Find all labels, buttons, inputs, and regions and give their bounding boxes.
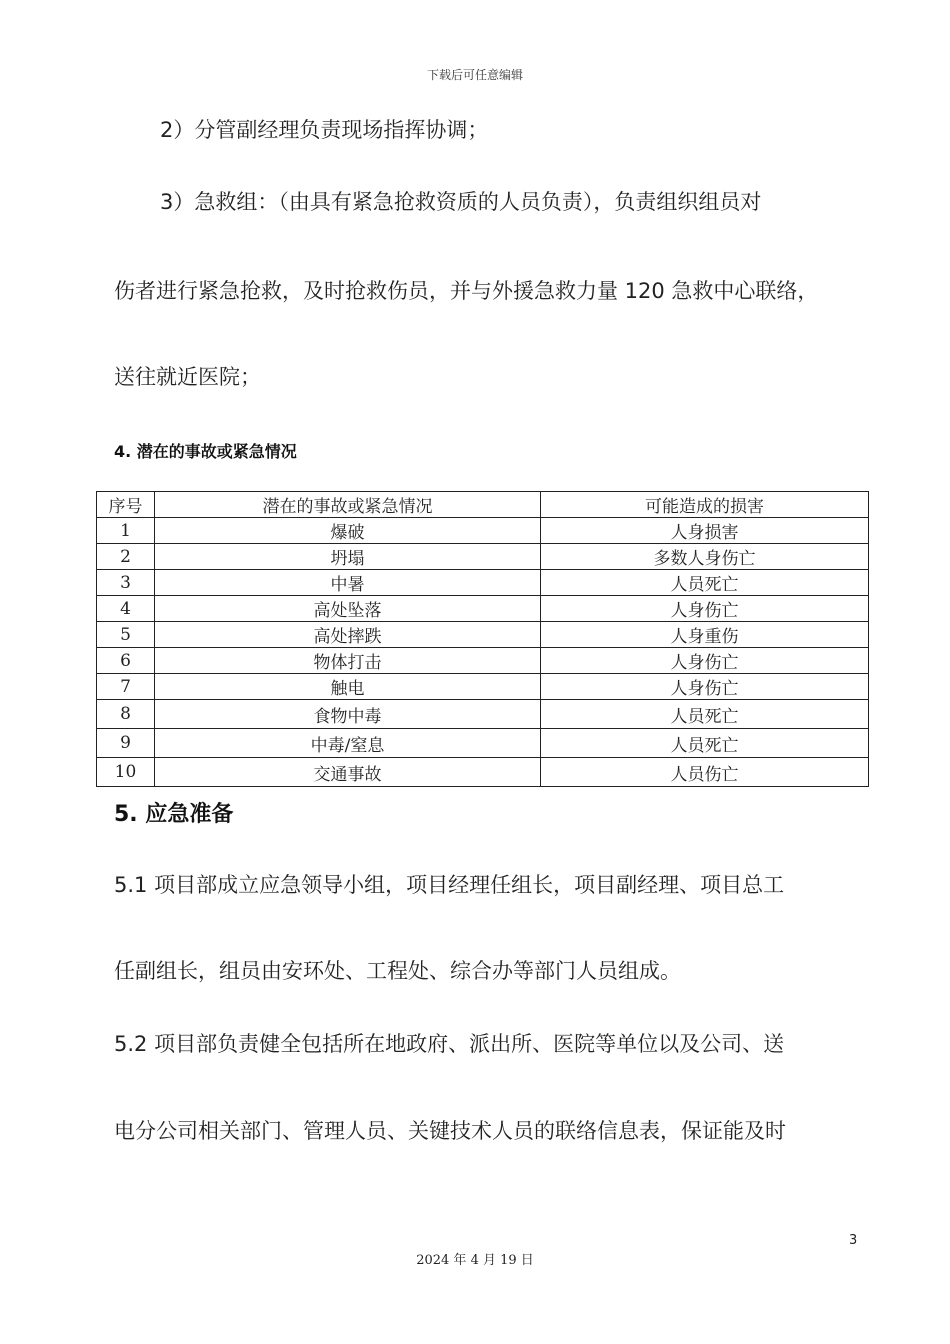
cell-incident: 高处摔跌 xyxy=(155,622,541,648)
cell-incident: 坍塌 xyxy=(155,544,541,570)
table-row xyxy=(97,729,869,758)
table-row xyxy=(97,648,869,674)
risk-table xyxy=(96,491,869,787)
cell-damage: 人身伤亡 xyxy=(541,674,869,700)
cell-index: 2 xyxy=(97,544,155,570)
cell-index: 5 xyxy=(97,622,155,648)
table-row xyxy=(97,570,869,596)
table-row xyxy=(97,700,869,729)
table-row xyxy=(97,622,869,648)
table-row xyxy=(97,674,869,700)
cell-index: 9 xyxy=(97,729,155,758)
cell-index: 6 xyxy=(97,648,155,674)
paragraph-5-1-line2: 任副组长，组员由安环处、工程处、综合办等部门人员组成。 xyxy=(114,959,681,983)
cell-incident: 中毒/窒息 xyxy=(155,729,541,758)
paragraph-5-2-line2: 电分公司相关部门、管理人员、关键技术人员的联络信息表，保证能及时 xyxy=(114,1119,786,1143)
cell-damage: 多数人身伤亡 xyxy=(541,544,869,570)
section-4-heading: 4. 潜在的事故或紧急情况 xyxy=(114,442,297,461)
cell-incident: 高处坠落 xyxy=(155,596,541,622)
paragraph-5-2-line1: 5.2 项目部负责健全包括所在地政府、派出所、医院等单位以及公司、送 xyxy=(114,1032,785,1056)
cell-index: 8 xyxy=(97,700,155,729)
table-row xyxy=(97,544,869,570)
paragraph-first-aid-line3: 送往就近医院； xyxy=(114,365,261,389)
section-5-heading: 5. 应急准备 xyxy=(114,802,234,827)
cell-index: 3 xyxy=(97,570,155,596)
footer-date: 2024 年 4 月 19 日 xyxy=(416,1253,534,1268)
cell-index: 10 xyxy=(97,758,155,787)
header-damage: 可能造成的损害 xyxy=(541,492,869,518)
page-number: 3 xyxy=(849,1233,858,1248)
paragraph-first-aid-line1: 3）急救组：（由具有紧急抢救资质的人员负责），负责组织组员对 xyxy=(160,190,762,214)
cell-damage: 人员伤亡 xyxy=(541,758,869,787)
cell-incident: 中暑 xyxy=(155,570,541,596)
cell-damage: 人身伤亡 xyxy=(541,648,869,674)
cell-incident: 交通事故 xyxy=(155,758,541,787)
cell-damage: 人身重伤 xyxy=(541,622,869,648)
cell-incident: 食物中毒 xyxy=(155,700,541,729)
cell-incident: 触电 xyxy=(155,674,541,700)
cell-damage: 人员死亡 xyxy=(541,729,869,758)
cell-damage: 人身伤亡 xyxy=(541,596,869,622)
table-row xyxy=(97,518,869,544)
cell-damage: 人员死亡 xyxy=(541,570,869,596)
cell-damage: 人员死亡 xyxy=(541,700,869,729)
cell-incident: 爆破 xyxy=(155,518,541,544)
page-header: 下载后可任意编辑 xyxy=(426,68,523,82)
paragraph-first-aid-line2: 伤者进行紧急抢救，及时抢救伤员，并与外援急救力量 120 急救中心联络， xyxy=(114,279,819,303)
cell-index: 1 xyxy=(97,518,155,544)
cell-index: 4 xyxy=(97,596,155,622)
table-row xyxy=(97,596,869,622)
paragraph-deputy-manager: 2）分管副经理负责现场指挥协调； xyxy=(160,118,489,142)
header-index: 序号 xyxy=(97,492,155,518)
paragraph-5-1-line1: 5.1 项目部成立应急领导小组，项目经理任组长，项目副经理、项目总工 xyxy=(114,873,785,897)
table-row xyxy=(97,758,869,787)
cell-index: 7 xyxy=(97,674,155,700)
table-header-row xyxy=(97,492,869,518)
cell-damage: 人身损害 xyxy=(541,518,869,544)
header-incident: 潜在的事故或紧急情况 xyxy=(155,492,541,518)
cell-incident: 物体打击 xyxy=(155,648,541,674)
